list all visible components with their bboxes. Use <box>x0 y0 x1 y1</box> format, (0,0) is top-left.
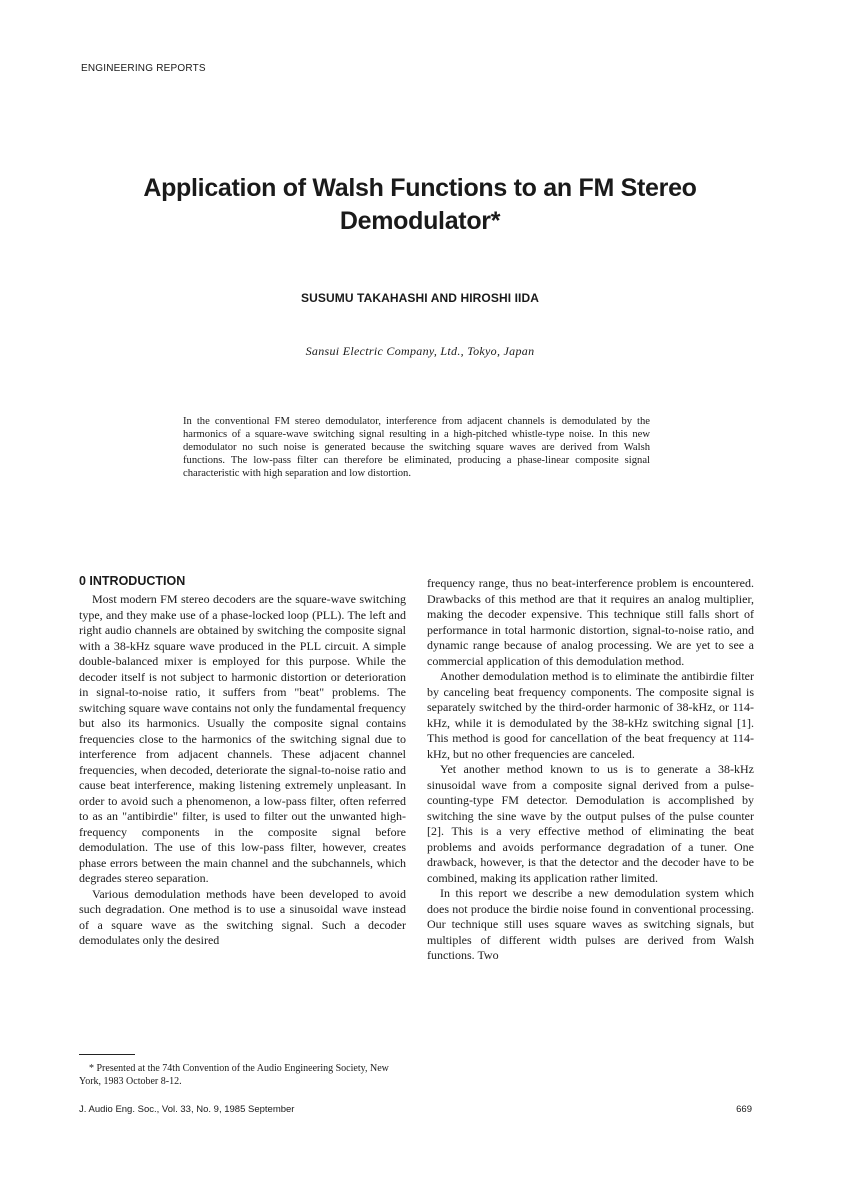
section-label: ENGINEERING REPORTS <box>81 63 206 74</box>
right-column <box>427 576 754 964</box>
footnote: * Presented at the 74th Convention of the Audio Engineering Society, New York, 1983 October 8-12. <box>79 1063 389 1087</box>
paragraph: In this report we describe a new demodulation system which does not produce the birdie noise found in conventional processing. Our technique still uses square waves as switching signals, but multiples of different width pulses are derived from Walsh functions. Two <box>427 886 754 962</box>
affiliation: Sansui Electric Company, Ltd., Tokyo, Japan <box>305 344 535 358</box>
paragraph: Yet another method known to us is to generate a 38-kHz sinusoidal wave from a composite signal derived from a pulse-counting-type FM detector. Demodulation is accomplished by switching the sine wave by the output pulses of the pulse counter [2]. This is a very effective method of eliminating the beat problems and avoids performance degradation of a tuner. One drawback, however, is that the detector and the decoder have to be combined, making its application rather limited. <box>427 762 754 885</box>
page-number: 669 <box>736 1104 752 1115</box>
paper-title: Application of Walsh Functions to an FM Stereo Demodulator* <box>143 174 697 235</box>
footnote-divider <box>79 1054 135 1055</box>
author-list: SUSUMU TAKAHASHI AND HIROSHI IIDA <box>301 291 539 305</box>
abstract: In the conventional FM stereo demodulator, interference from adjacent channels is demodulated by the harmonics of a square-wave switching signal resulting in a high-pitched whistle-type noise. In this new demodulator no such noise is generated because the switching square waves are derived from Walsh functions. The low-pass filter can therefore be eliminated, producing a phase-linear composite signal characteristic with high separation and low distortion. <box>183 416 650 479</box>
left-column <box>79 572 406 949</box>
paragraph: frequency range, thus no beat-interference problem is encountered. Drawbacks of this method are that it requires an analog multiplier, making the decoder expensive. This technique still falls short of performance in total harmonic distortion, signal-to-noise ratio, and dynamic range because of analog processing. We are yet to see a commercial application of this demodulation method. <box>427 576 754 668</box>
journal-citation: J. Audio Eng. Soc., Vol. 33, No. 9, 1985 September <box>79 1104 295 1115</box>
paragraph: Various demodulation methods have been developed to avoid such degradation. One method is to use a sinusoidal wave instead of a square wave as the switching signal. Such a decoder demodulates only the desired <box>79 886 406 947</box>
section-heading: 0 INTRODUCTION <box>79 574 186 588</box>
paragraph: Most modern FM stereo decoders are the square-wave switching type, and they make use of a phase-locked loop (PLL). The left and right audio channels are obtained by switching the composite signal with a 38-kHz square wave produced in the PLL circuit. A simple double-balanced mixer is employed for this purpose. While the decoder itself is not subject to harmonic distortion or deterioration in signal-to-noise ratio, it suffers from "beat" problems. The switching square wave contains not only the fundamental frequency but also its harmonics. Usually the composite signal contains frequencies close to the harmonics of the switching signal due to interference from adjacent channels. These adjacent channel frequencies, when decoded, deteriorate the signal-to-noise ratio and cause beat interference, making listening extremely unpleasant. In order to avoid such a phenomenon, a low-pass filter, often referred to as an "antibirdie" filter, is used to filter out the unwanted high-frequency components in the composite signal before demodulation. The use of this low-pass filter, however, creates phase errors between the main channel and the subchannels, which degrades stereo separation. <box>79 592 406 885</box>
paragraph: Another demodulation method is to eliminate the antibirdie filter by canceling beat frequency components. The composite signal is separately switched by the third-order harmonic of 38-kHz, or 114-kHz, while it is demodulated by the 38-kHz switching signal [1]. This method is good for cancellation of the beat frequency at 114-kHz, but no other frequencies are canceled. <box>427 669 754 761</box>
